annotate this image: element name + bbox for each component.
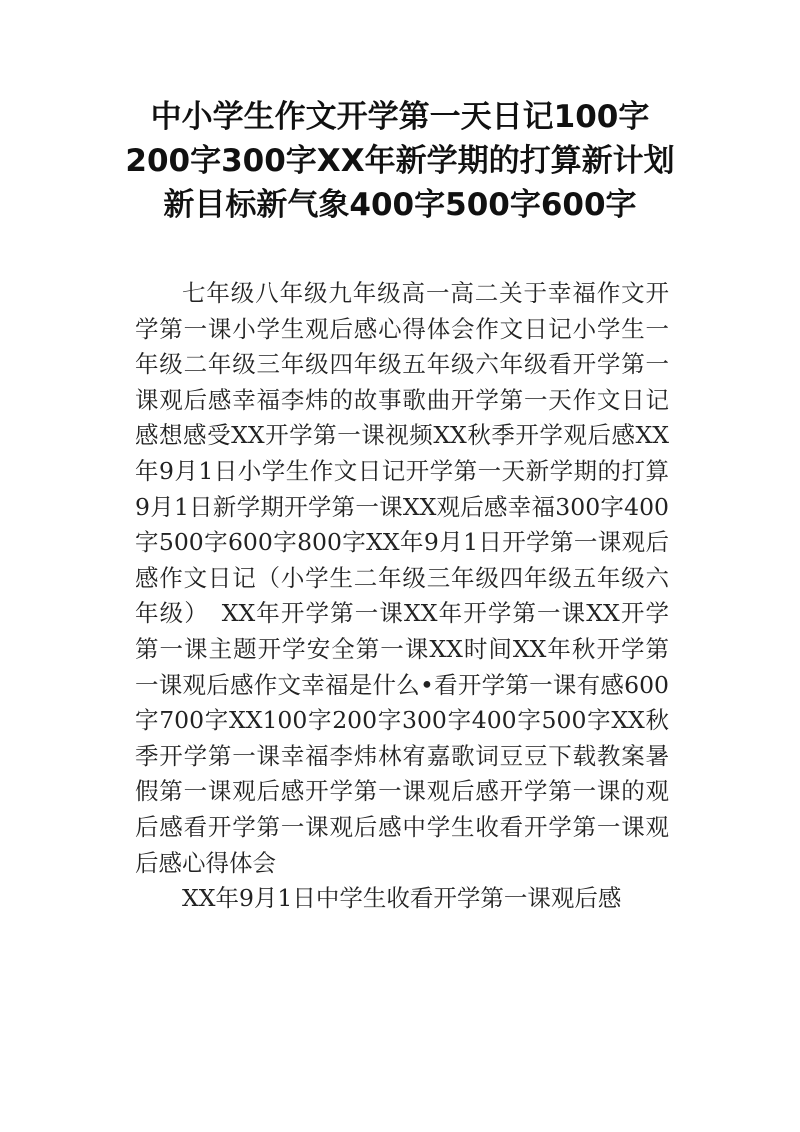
document-body	[135, 276, 669, 917]
body-paragraph: XX年9月1日中学生收看开学第一课观后感	[182, 884, 622, 913]
document-title: 中小学生作文开学第一天日记100字200字300字XX年新学期的打算新计划新目标新气象400字500字600字	[125, 99, 675, 223]
body-paragraph: 七年级八年级九年级高一高二关于幸福作文开学第一课小学生观后感心得体会作文日记小学生一年级二年级三年级四年级五年级六年级看开学第一课观后感幸福李炜的故事歌曲开学第一天作文日记感想感受XX开学第一课视频XX秋季开学观后感XX年9月1日小学生作文日记开学第一天新学期的打算9月1日新学期开学第一课XX观后感幸福300字400字500字600字800字XX年9月1日开学第一课观后感作文日记（小学生二年级三年级四年级五年级六年级） XX年开学第一课XX年开学第一课XX开学第一课主题开学安全第一课XX时间XX年秋开学第一课观后感作文幸福是什么•看开学第一课有感600字700字XX100字200字300字400字500字XX秋季开学第一课幸福李炜林宥嘉歌词豆豆下载教案暑假第一课观后感开学第一课观后感开学第一课的观后感看开学第一课观后感中学生收看开学第一课观后感心得体会	[135, 279, 669, 877]
